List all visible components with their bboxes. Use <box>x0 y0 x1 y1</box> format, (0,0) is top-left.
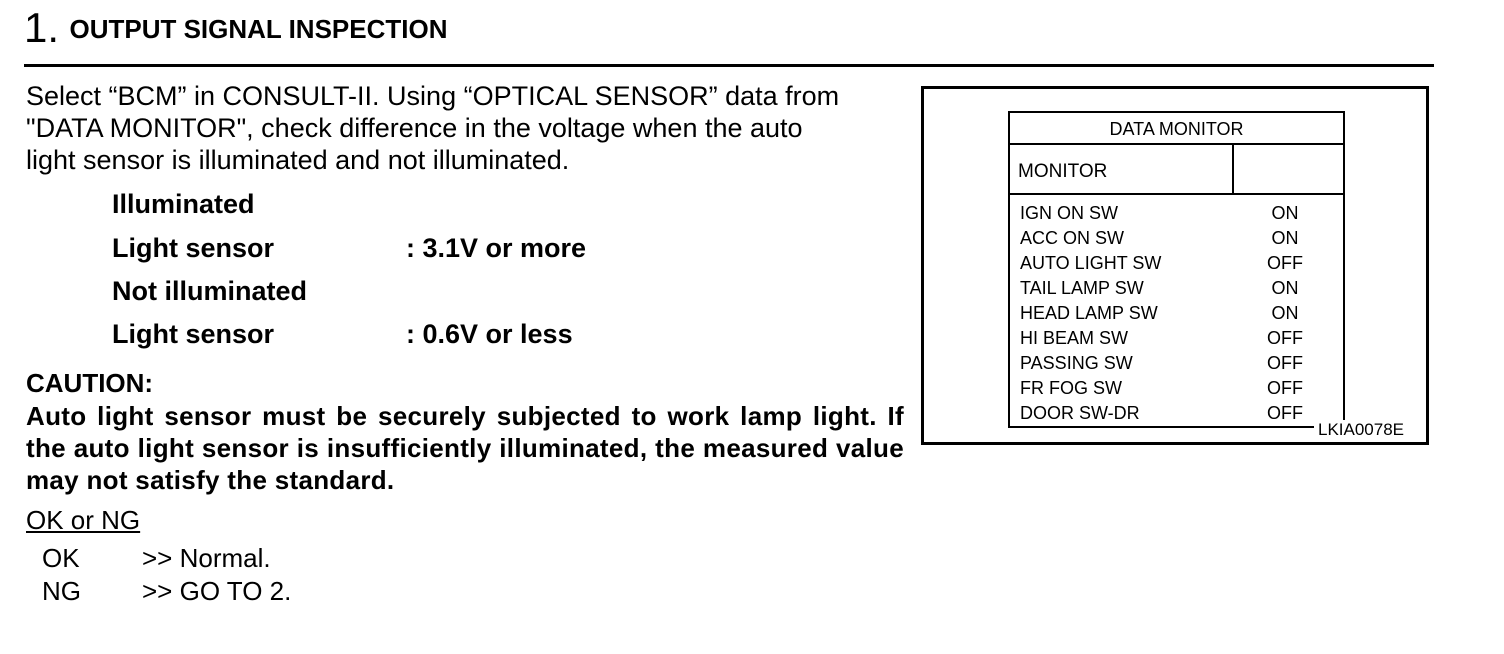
figure-id: LKIA0078E <box>1314 420 1404 440</box>
step-title: OUTPUT SIGNAL INSPECTION <box>69 14 448 44</box>
intro-line-3: light sensor is illuminated and not illuminated. <box>26 145 570 175</box>
monitor-items <box>1010 201 1343 426</box>
result-action: >> Normal. <box>142 543 271 573</box>
item-value: OFF <box>1267 328 1303 348</box>
item-value: OFF <box>1267 353 1303 373</box>
section-heading <box>24 4 447 52</box>
intro-paragraph <box>26 80 904 176</box>
monitor-row <box>1010 301 1343 326</box>
monitor-row <box>1010 201 1343 226</box>
spec-label: Not illuminated <box>112 276 307 306</box>
spec-not-illuminated-sensor <box>112 319 573 350</box>
item-name: HI BEAM SW <box>1020 328 1129 348</box>
spec-illuminated-heading <box>112 189 255 220</box>
data-monitor-figure <box>921 86 1429 445</box>
spec-label: Light sensor <box>112 233 275 263</box>
item-value: ON <box>1271 278 1299 298</box>
monitor-row <box>1010 326 1343 351</box>
item-name: IGN ON SW <box>1020 203 1118 223</box>
intro-line-2: "DATA MONITOR", check difference in the voltage when the auto <box>26 113 803 143</box>
step-number: 1. <box>24 4 60 51</box>
result-ng <box>42 576 292 607</box>
item-name: ACC ON SW <box>1020 228 1125 248</box>
spec-not-illuminated-heading <box>112 276 307 307</box>
result-ok <box>42 543 271 574</box>
item-name: AUTO LIGHT SW <box>1020 253 1162 273</box>
monitor-header-label: MONITOR <box>1018 161 1108 182</box>
heading-rule <box>24 64 1434 67</box>
monitor-row <box>1010 251 1343 276</box>
spec-illuminated-sensor <box>112 233 587 264</box>
item-name: TAIL LAMP SW <box>1020 278 1144 298</box>
monitor-row <box>1010 226 1343 251</box>
column-divider <box>1232 145 1234 193</box>
item-value: OFF <box>1267 253 1303 273</box>
item-value: OFF <box>1267 378 1303 398</box>
result-key: NG <box>42 576 81 606</box>
spec-label: Illuminated <box>112 189 255 219</box>
spec-value: : 0.6V or less <box>406 319 573 349</box>
item-name: FR FOG SW <box>1020 378 1122 398</box>
result-key: OK <box>42 543 80 573</box>
item-value: ON <box>1271 203 1299 223</box>
item-name: PASSING SW <box>1020 353 1133 373</box>
caution-label: CAUTION: <box>26 368 154 398</box>
item-name: DOOR SW-DR <box>1020 403 1140 423</box>
monitor-header-row <box>1010 145 1343 195</box>
monitor-row <box>1010 351 1343 376</box>
monitor-row <box>1010 276 1343 301</box>
result-action: >> GO TO 2. <box>142 576 292 606</box>
data-monitor-title: DATA MONITOR <box>1010 113 1343 145</box>
monitor-row <box>1010 401 1343 426</box>
spec-label: Light sensor <box>112 319 275 349</box>
item-value: ON <box>1271 303 1299 323</box>
caution-text: Auto light sensor must be securely subjected to work lamp light. If the auto light sensor is insufficiently illuminated, the measured value may not satisfy the standard. <box>26 401 904 495</box>
item-value: ON <box>1271 228 1299 248</box>
item-name: HEAD LAMP SW <box>1020 303 1158 323</box>
data-monitor-screen <box>1008 111 1345 428</box>
spec-value: : 3.1V or more <box>406 233 587 263</box>
ok-or-ng-label: OK or NG <box>26 505 141 535</box>
item-value: OFF <box>1267 403 1303 423</box>
intro-line-1: Select “BCM” in CONSULT-II. Using “OPTICAL SENSOR” data from <box>26 81 840 111</box>
monitor-row <box>1010 376 1343 401</box>
